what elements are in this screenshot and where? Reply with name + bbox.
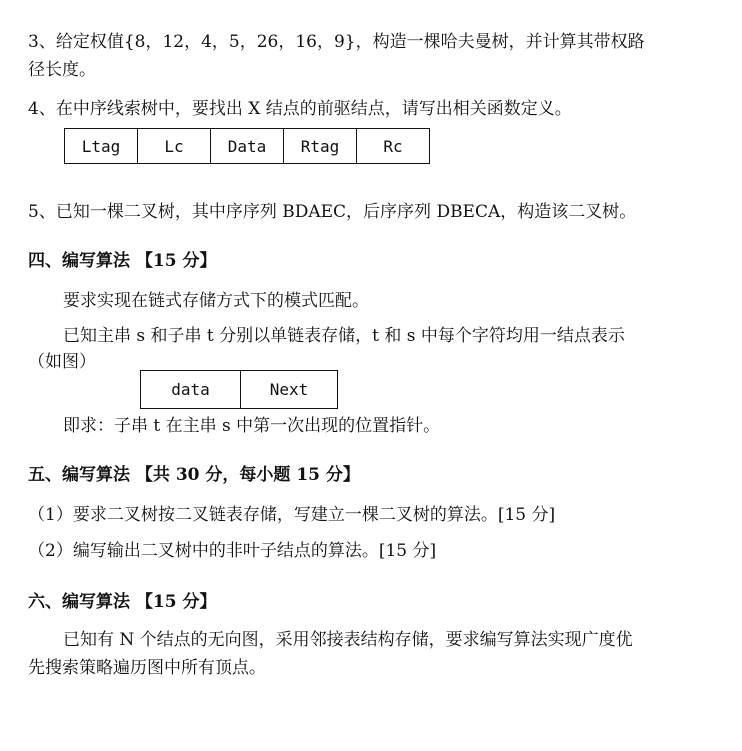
field-rc: Rc (357, 129, 430, 164)
q5-text: 5、已知一棵二叉树，其中序序列 BDAEC，后序序列 DBECA，构造该二叉树。 (28, 202, 637, 222)
field-ltag: Ltag (65, 129, 138, 164)
field-lc: Lc (138, 129, 211, 164)
section6-paragraph-line-1: 已知有 N 个结点的无向图，采用邻接表结构存储，要求编写算法实现广度优 (63, 630, 633, 650)
field-data: Data (211, 129, 284, 164)
field-rtag: Rtag (284, 129, 357, 164)
section4-paragraph-3: 即求：子串 t 在主串 s 中第一次出现的位置指针。 (63, 416, 441, 436)
section4-heading: 四、编写算法 【15 分】 (28, 251, 217, 271)
section6-paragraph-line-2: 先搜索策略遍历图中所有顶点。 (28, 658, 266, 678)
section6-heading: 六、编写算法 【15 分】 (28, 592, 217, 612)
field-next: Next (241, 371, 338, 409)
section4-paragraph-2-line-1: 已知主串 s 和子串 t 分别以单链表存储，t 和 s 中每个字符均用一结点表示 (63, 326, 625, 346)
link-node-structure-table (140, 370, 338, 409)
section5-item-2: （2）编写输出二叉树中的非叶子结点的算法。[15 分] (28, 541, 437, 561)
section4-paragraph-2-line-2: （如图） (28, 352, 96, 372)
section4-paragraph-1: 要求实现在链式存储方式下的模式匹配。 (63, 291, 369, 311)
section5-heading: 五、编写算法 【共 30 分，每小题 15 分】 (28, 465, 360, 485)
section5-item-1: （1）要求二叉树按二叉链表存储，写建立一棵二叉树的算法。[15 分] (28, 505, 556, 525)
field-data: data (141, 371, 241, 409)
q3-line-1: 3、给定权值{8，12，4，5，26，16，9}，构造一棵哈夫曼树，并计算其带权路 (28, 32, 645, 52)
q3-line-2: 径长度。 (28, 60, 96, 80)
thread-node-structure-table (64, 128, 430, 164)
q4-text: 4、在中序线索树中，要找出 X 结点的前驱结点，请写出相关函数定义。 (28, 99, 572, 119)
